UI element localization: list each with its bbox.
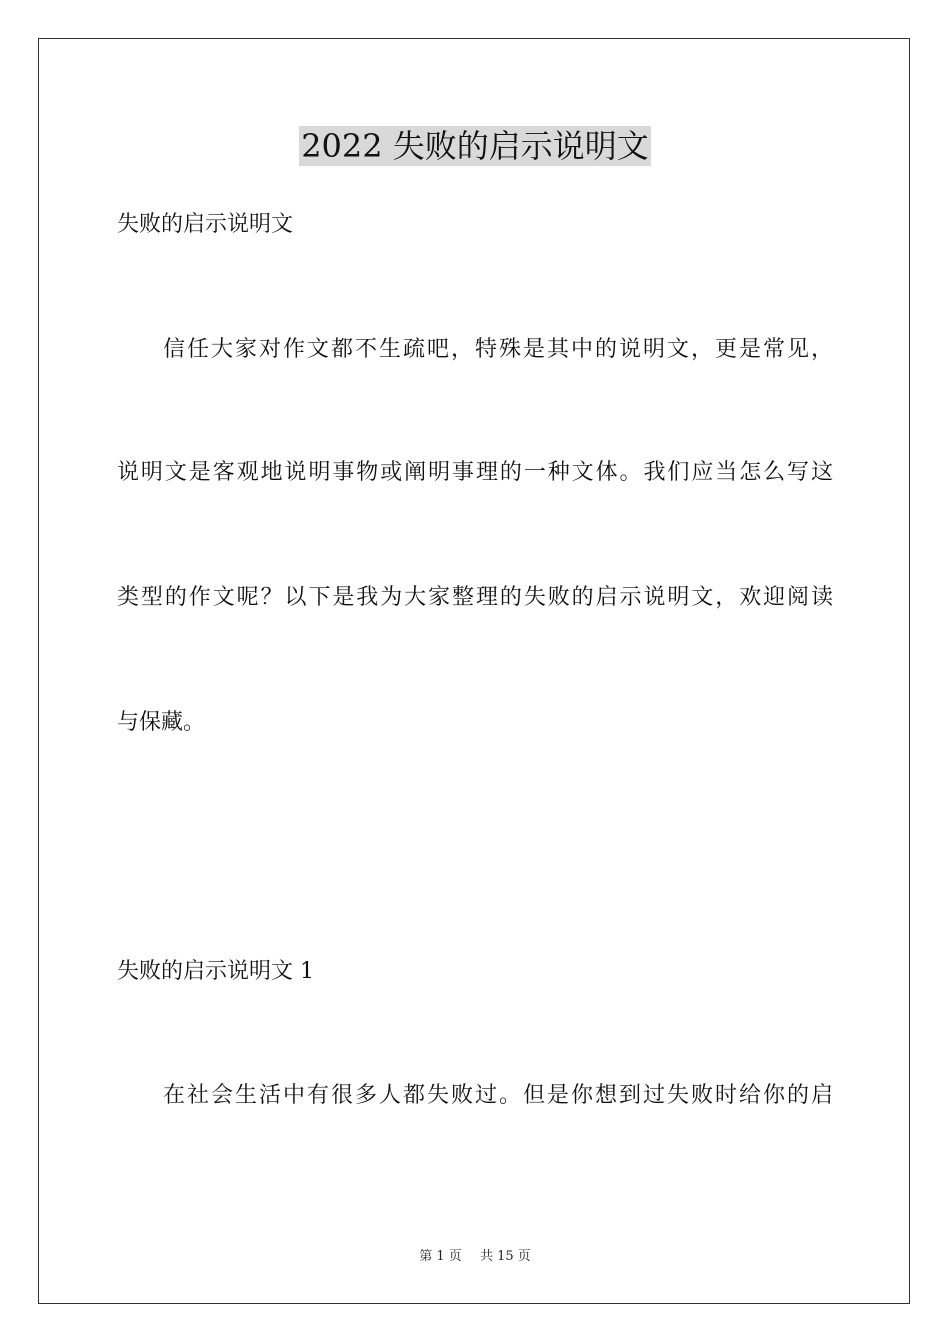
section-heading: 失败的启示说明文 1 (117, 959, 314, 984)
page-total: 共 15 页 (479, 1249, 531, 1264)
intro-line-1: 信任大家对作文都不生疏吧，特殊是其中的说明文，更是常见， (163, 337, 833, 362)
page-number: 第 1 页 (419, 1249, 462, 1264)
title-container (0, 126, 950, 166)
section-line-1: 在社会生活中有很多人都失败过。但是你想到过失败时给你的启 (163, 1083, 833, 1108)
intro-line-2: 说明文是客观地说明事物或阐明事理的一种文体。我们应当怎么写这 (117, 460, 833, 485)
intro-line-4: 与保藏。 (117, 710, 206, 735)
document-title: 2022 失败的启示说明文 (301, 127, 649, 165)
page-footer (0, 1248, 950, 1266)
document-subtitle: 失败的启示说明文 (117, 212, 294, 237)
intro-line-3: 类型的作文呢？以下是我为大家整理的失败的启示说明文，欢迎阅读 (117, 585, 833, 610)
